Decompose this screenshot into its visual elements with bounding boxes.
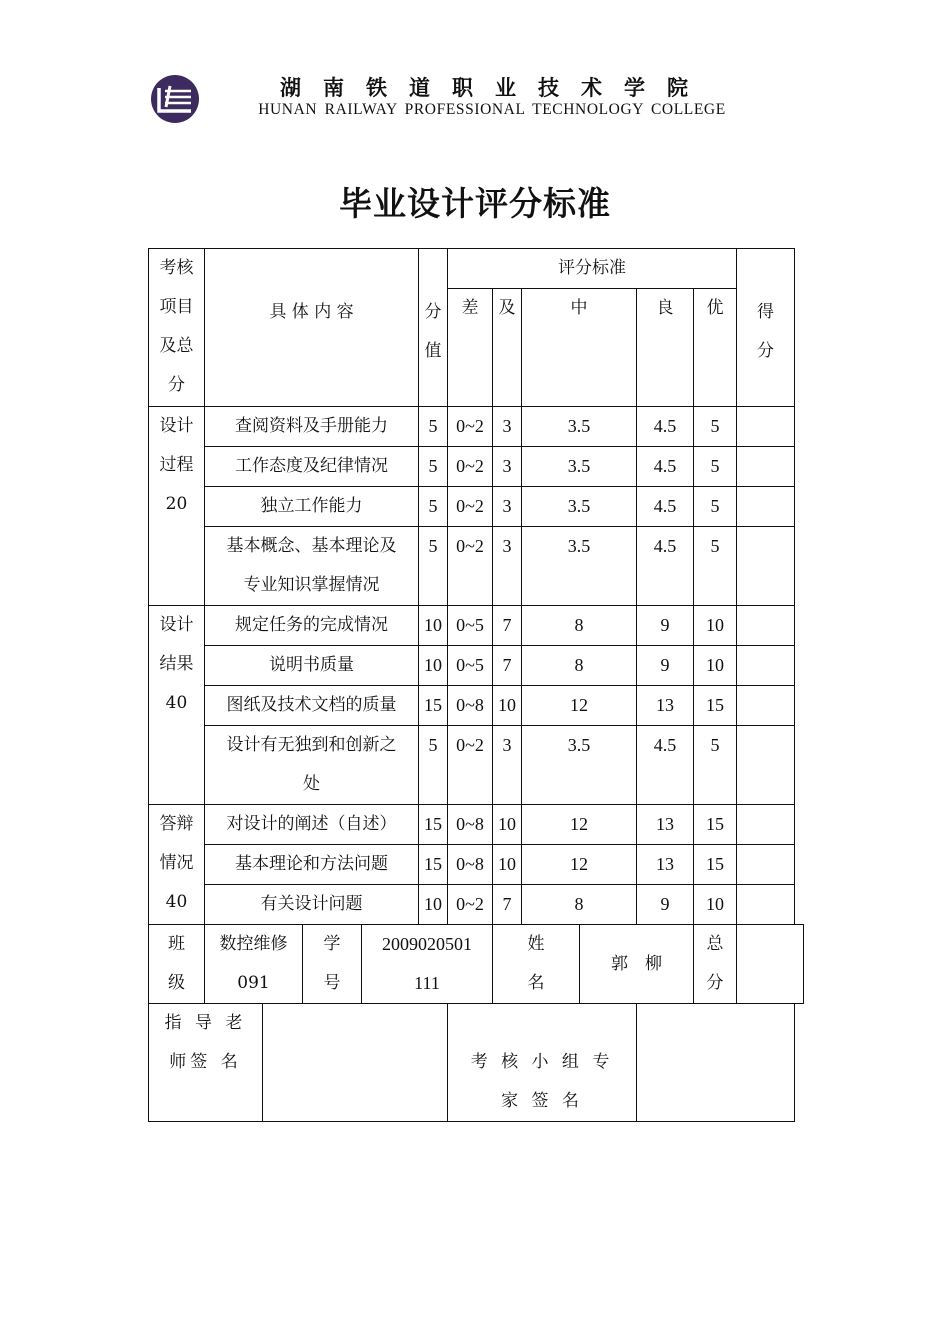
- college-name-en: HUNAN RAILWAY PROFESSIONAL TECHNOLOGY COLLEGE: [258, 101, 726, 118]
- grade-value: 10: [493, 686, 522, 726]
- student-info-row: [149, 925, 804, 1004]
- row-content: 对设计的阐述（自述）: [205, 805, 419, 845]
- row-content: 基本概念、基本理论及 专业知识掌握情况: [205, 527, 419, 606]
- grade-value: 15: [694, 686, 737, 726]
- student-id-value: 2009020501 111: [362, 925, 493, 1004]
- grade-header-excellent: 优: [694, 289, 737, 407]
- grade-value: 5: [694, 407, 737, 447]
- row-points: 5: [419, 487, 448, 527]
- advisor-signature-field[interactable]: [263, 1004, 448, 1122]
- grade-value: 0~2: [448, 726, 493, 805]
- grade-value: 12: [522, 805, 637, 845]
- score-cell[interactable]: [737, 646, 795, 686]
- name-value: 郭 柳: [580, 925, 694, 1004]
- panel-signature-label: 考 核 小 组 专 家 签 名: [448, 1004, 637, 1122]
- row-content: 有关设计问题: [205, 885, 419, 925]
- name-label: 姓 名: [493, 925, 580, 1004]
- score-cell[interactable]: [737, 805, 795, 845]
- score-cell[interactable]: [737, 606, 795, 646]
- header-category: 考核 项目 及总 分: [149, 249, 205, 407]
- grade-value: 10: [493, 845, 522, 885]
- grade-value: 0~2: [448, 487, 493, 527]
- grade-value: 3.5: [522, 407, 637, 447]
- grade-value: 4.5: [637, 726, 694, 805]
- row-points: 15: [419, 845, 448, 885]
- table-row: [149, 447, 804, 487]
- grade-value: 0~2: [448, 447, 493, 487]
- grade-value: 3.5: [522, 527, 637, 606]
- grade-value: 10: [694, 885, 737, 925]
- row-content: 设计有无独到和创新之 处: [205, 726, 419, 805]
- grade-value: 10: [694, 606, 737, 646]
- grade-header-pass: 及: [493, 289, 522, 407]
- row-points: 15: [419, 686, 448, 726]
- table-row: [149, 606, 804, 646]
- score-cell[interactable]: [737, 686, 795, 726]
- grade-value: 3.5: [522, 726, 637, 805]
- college-name-cn: 湖南铁道职业技术学院: [280, 75, 710, 100]
- grade-value: 13: [637, 686, 694, 726]
- grade-value: 5: [694, 447, 737, 487]
- grade-value: 0~8: [448, 686, 493, 726]
- header-standard: 评分标准: [448, 249, 737, 289]
- header-score: 得 分: [737, 249, 795, 407]
- grade-value: 3.5: [522, 447, 637, 487]
- row-content: 查阅资料及手册能力: [205, 407, 419, 447]
- score-cell[interactable]: [737, 527, 795, 606]
- grade-value: 0~5: [448, 606, 493, 646]
- grade-value: 4.5: [637, 407, 694, 447]
- table-row: [149, 527, 804, 606]
- grade-value: 3: [493, 726, 522, 805]
- grade-header-poor: 差: [448, 289, 493, 407]
- table-row: [149, 805, 804, 845]
- grade-value: 0~2: [448, 527, 493, 606]
- grade-value: 3: [493, 407, 522, 447]
- grade-value: 9: [637, 885, 694, 925]
- row-points: 15: [419, 805, 448, 845]
- grade-value: 0~5: [448, 646, 493, 686]
- score-cell[interactable]: [737, 845, 795, 885]
- row-content: 说明书质量: [205, 646, 419, 686]
- header-content: 具 体 内 容: [205, 249, 419, 407]
- category-design-process: 设计 过程 20: [149, 407, 205, 606]
- grade-value: 15: [694, 845, 737, 885]
- grade-value: 4.5: [637, 447, 694, 487]
- row-content: 基本理论和方法问题: [205, 845, 419, 885]
- grade-value: 7: [493, 885, 522, 925]
- grade-value: 8: [522, 885, 637, 925]
- class-value: 数控维修 091: [205, 925, 303, 1004]
- grade-value: 7: [493, 646, 522, 686]
- score-cell[interactable]: [737, 726, 795, 805]
- grade-value: 9: [637, 606, 694, 646]
- row-points: 10: [419, 606, 448, 646]
- row-content: 图纸及技术文档的质量: [205, 686, 419, 726]
- student-id-label: 学 号: [303, 925, 362, 1004]
- panel-signature-field[interactable]: [637, 1004, 795, 1122]
- row-content: 独立工作能力: [205, 487, 419, 527]
- row-points: 10: [419, 885, 448, 925]
- grade-value: 0~8: [448, 805, 493, 845]
- grade-value: 7: [493, 606, 522, 646]
- class-label: 班 级: [149, 925, 205, 1004]
- grade-header-good: 良: [637, 289, 694, 407]
- grade-value: 4.5: [637, 527, 694, 606]
- score-cell[interactable]: [737, 487, 795, 527]
- table-row: [149, 487, 804, 527]
- grade-value: 4.5: [637, 487, 694, 527]
- advisor-signature-label: 指 导 老 师签 名: [149, 1004, 263, 1122]
- row-points: 5: [419, 407, 448, 447]
- grade-header-medium: 中: [522, 289, 637, 407]
- grade-value: 13: [637, 805, 694, 845]
- row-points: 5: [419, 726, 448, 805]
- row-content: 工作态度及纪律情况: [205, 447, 419, 487]
- total-label: 总 分: [694, 925, 737, 1004]
- grade-value: 15: [694, 805, 737, 845]
- grade-value: 9: [637, 646, 694, 686]
- table-row: [149, 686, 804, 726]
- table-row: [149, 885, 804, 925]
- score-cell[interactable]: [737, 885, 795, 925]
- table-row: [149, 646, 804, 686]
- grade-value: 8: [522, 606, 637, 646]
- row-points: 10: [419, 646, 448, 686]
- grade-value: 0~2: [448, 885, 493, 925]
- grade-value: 8: [522, 646, 637, 686]
- grade-value: 3: [493, 487, 522, 527]
- college-header: [150, 70, 750, 130]
- scoring-table: [148, 248, 804, 1122]
- category-defense: 答辩 情况 40: [149, 805, 205, 925]
- grade-value: 0~8: [448, 845, 493, 885]
- category-design-result: 设计 结果 40: [149, 606, 205, 805]
- row-content: 规定任务的完成情况: [205, 606, 419, 646]
- grade-value: 10: [493, 805, 522, 845]
- grade-value: 3.5: [522, 487, 637, 527]
- grade-value: 3: [493, 527, 522, 606]
- row-points: 5: [419, 527, 448, 606]
- grade-value: 12: [522, 845, 637, 885]
- score-cell[interactable]: [737, 447, 795, 487]
- grade-value: 10: [694, 646, 737, 686]
- grade-value: 0~2: [448, 407, 493, 447]
- college-logo-icon: [150, 74, 200, 124]
- total-value[interactable]: [737, 925, 804, 1004]
- grade-value: 3: [493, 447, 522, 487]
- table-row: [149, 407, 804, 447]
- grade-value: 5: [694, 726, 737, 805]
- header-points: 分 值: [419, 249, 448, 407]
- grade-value: 13: [637, 845, 694, 885]
- score-cell[interactable]: [737, 407, 795, 447]
- signature-row: [149, 1004, 804, 1122]
- grade-value: 12: [522, 686, 637, 726]
- table-row: [149, 845, 804, 885]
- row-points: 5: [419, 447, 448, 487]
- table-row: [149, 726, 804, 805]
- page-title: 毕业设计评分标准: [339, 184, 611, 223]
- grade-value: 5: [694, 527, 737, 606]
- grade-value: 5: [694, 487, 737, 527]
